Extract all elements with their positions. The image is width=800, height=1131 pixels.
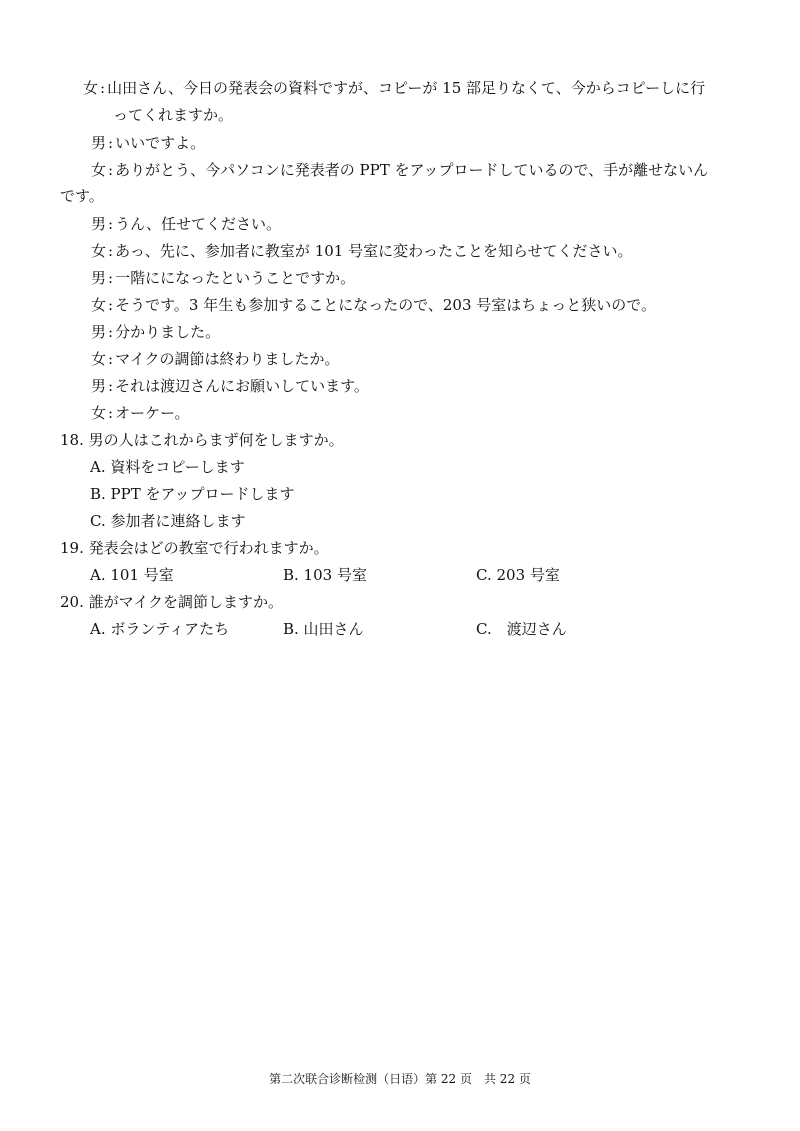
speaker-label: 男 (91, 134, 107, 152)
option-19-c: C. 203 号室 (476, 566, 560, 584)
dialogue-line: 女 : あっ、先に、参加者に教室が 101 号室に変わったことを知らせてください。 (91, 242, 633, 260)
speaker-label: 男 (91, 323, 107, 341)
dialogue-line: 女 : マイクの調節は終わりましたか。 (91, 350, 340, 368)
dialogue-continuation (113, 105, 233, 125)
dialogue-text: ありがとう、今パソコンに発表者の PPT をアップロードしているので、手が離せないん (115, 161, 709, 179)
dialogue-text: それは渡辺さんにお願いしています。 (115, 377, 369, 395)
speaker-label: 女 (91, 404, 107, 422)
question-19 (60, 538, 329, 558)
question-number: 18. (60, 431, 84, 449)
question-number: 20. (60, 593, 84, 611)
option-18-a: A. 資料をコピーします (90, 458, 245, 476)
option-19-b: B. 103 号室 (283, 566, 367, 584)
dialogue-text: 山田さん、今日の発表会の資料ですが、コピーが 15 部足りなくて、今からコピーしに行 (107, 79, 706, 97)
dialogue-continuation (60, 186, 104, 206)
dialogue-line: 女 : ありがとう、今パソコンに発表者の PPT をアップロードしているので、手が離せないん (91, 161, 709, 179)
question-text: 誰がマイクを調節しますか。 (88, 593, 284, 611)
option-19-a: A. 101 号室 (90, 566, 174, 584)
question-number: 19. (60, 539, 84, 557)
question-text: 男の人はこれからまず何をしますか。 (88, 431, 344, 449)
speaker-label: 女 (91, 296, 107, 314)
dialogue-text: オーケー。 (115, 404, 190, 422)
option-20-b: B. 山田さん (283, 620, 364, 638)
speaker-label: 男 (91, 269, 107, 287)
speaker-label: 男 (91, 377, 107, 395)
dialogue-line: 女 : 山田さん、今日の発表会の資料ですが、コピーが 15 部足りなくて、今からコピーしに行 (83, 79, 706, 97)
speaker-label: 女 (83, 79, 99, 97)
dialogue-text: あっ、先に、参加者に教室が 101 号室に変わったことを知らせてください。 (115, 242, 633, 260)
speaker-label: 女 (91, 161, 107, 179)
dialogue-text: 分かりました。 (115, 323, 221, 341)
dialogue-text: いいですよ。 (115, 134, 206, 152)
speaker-label: 男 (91, 215, 107, 233)
question-18 (60, 430, 344, 450)
dialogue-line: 男 : 一階にになったということですか。 (91, 269, 356, 287)
option-18-b: B. PPT をアップロードします (90, 485, 295, 503)
dialogue-line: 男 : 分かりました。 (91, 323, 221, 341)
speaker-label: 女 (91, 350, 107, 368)
dialogue-text: そうです。3 年生も参加することになったので、203 号室はちょっと狭いので。 (115, 296, 656, 314)
dialogue-line: 女 : オーケー。 (91, 404, 190, 422)
speaker-label: 女 (91, 242, 107, 260)
dialogue-text: 一階にになったということですか。 (115, 269, 356, 287)
option-18-c: C. 参加者に連絡します (90, 512, 246, 530)
dialogue-text: うん、任せてください。 (115, 215, 281, 233)
dialogue-line: 男 : うん、任せてください。 (91, 215, 281, 233)
dialogue-line: 女 : そうです。3 年生も参加することになったので、203 号室はちょっと狭いので。 (91, 296, 656, 314)
page-footer: 第二次联合诊断检测（日语）第 22 页 共 22 页 (269, 1072, 531, 1086)
question-20 (60, 592, 283, 612)
question-text: 発表会はどの教室で行われますか。 (88, 539, 329, 557)
dialogue-text: ってくれますか。 (113, 106, 234, 124)
option-20-a: A. ボランティアたち (90, 620, 230, 638)
dialogue-text: マイクの調節は終わりましたか。 (115, 350, 340, 368)
dialogue-text: です。 (60, 187, 104, 205)
option-20-c: C. 渡辺さん (476, 620, 567, 638)
dialogue-line: 男 : それは渡辺さんにお願いしています。 (91, 377, 369, 395)
dialogue-line: 男 : いいですよ。 (91, 134, 206, 152)
